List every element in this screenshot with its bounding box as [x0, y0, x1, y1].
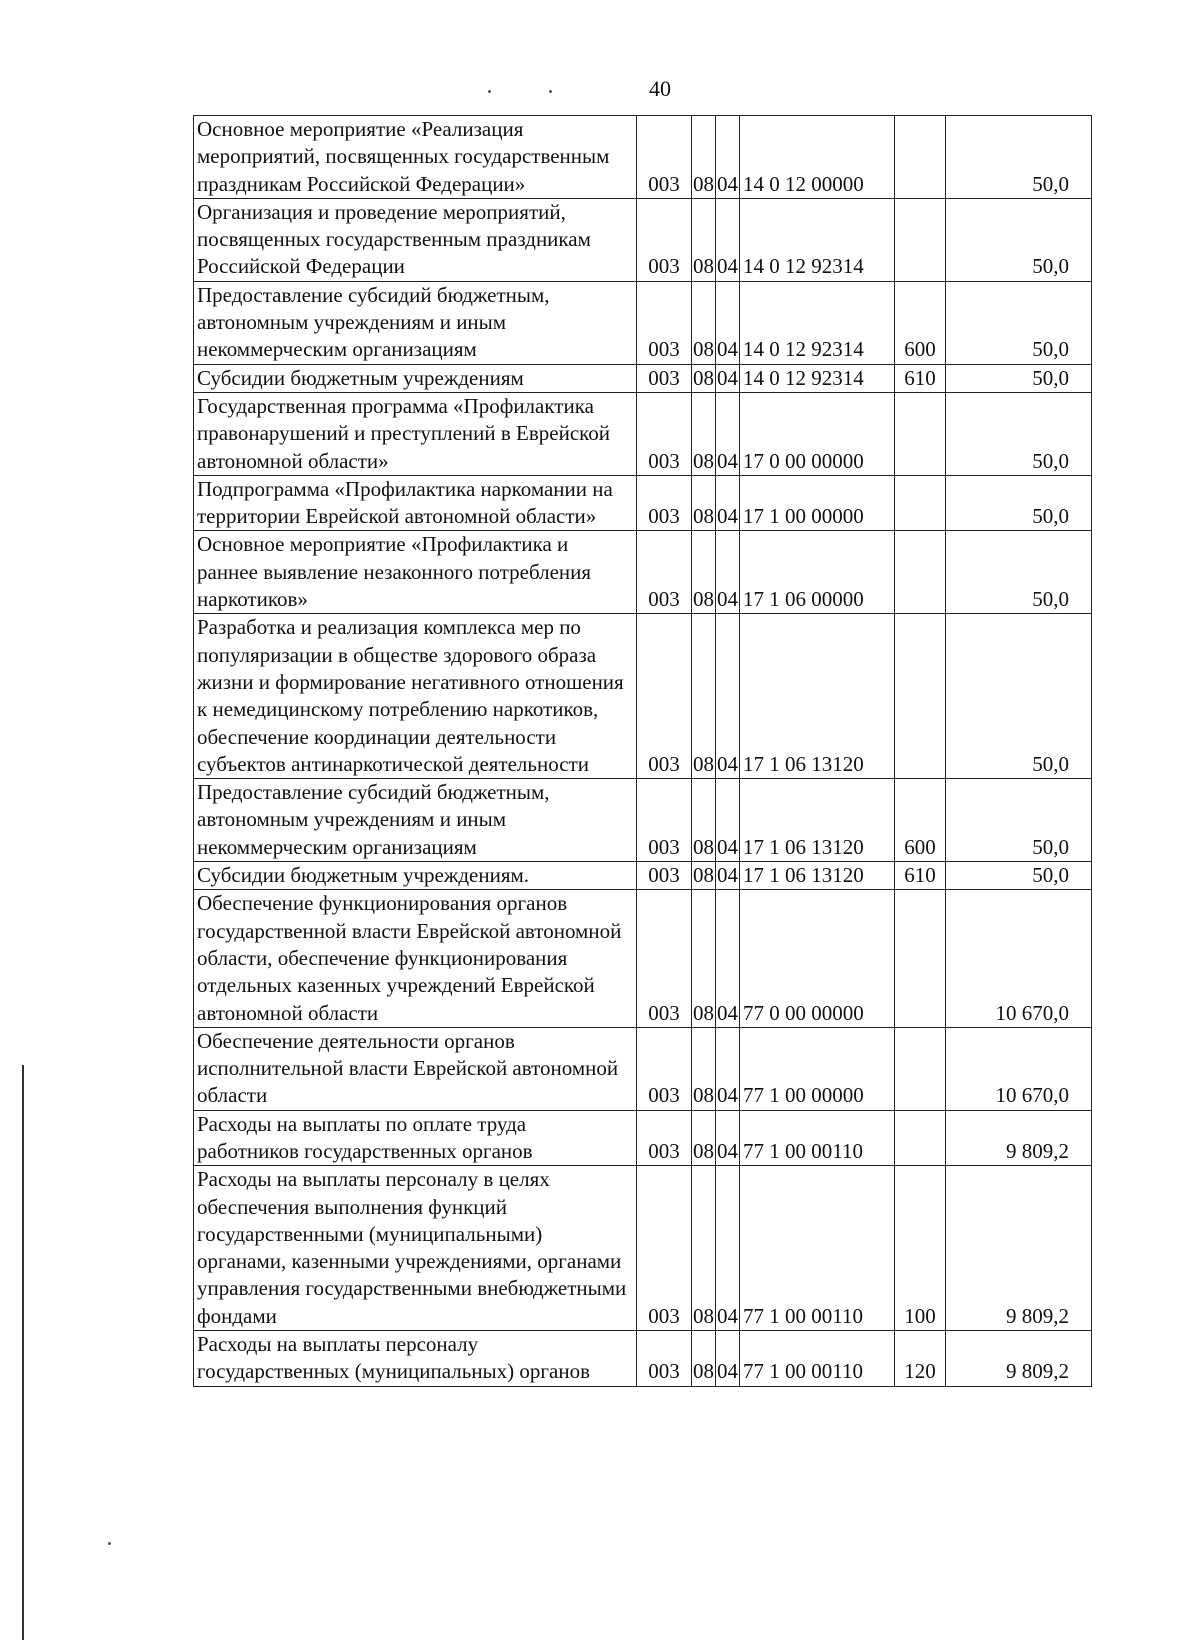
row-section-code: 08 — [692, 392, 716, 475]
table-row — [194, 890, 1092, 1027]
margin-scan-line — [22, 1065, 24, 1640]
row-program-code: 77 1 00 00000 — [740, 1027, 895, 1110]
row-amount: 9 809,2 — [946, 1166, 1092, 1331]
row-amount: 9 809,2 — [946, 1331, 1092, 1387]
row-name: Основное мероприятие «Профилактика и раннее выявление незаконного потребления наркотиков» — [194, 531, 637, 614]
row-section-code: 08 — [692, 364, 716, 392]
row-amount: 50,0 — [946, 198, 1092, 281]
row-subsection-code: 04 — [716, 364, 740, 392]
row-program-code: 17 1 00 00000 — [740, 475, 895, 531]
row-program-code: 77 1 00 00110 — [740, 1331, 895, 1387]
row-expense-type-code: 600 — [895, 281, 946, 364]
row-subsection-code: 04 — [716, 1110, 740, 1166]
row-subsection-code: 04 — [716, 531, 740, 614]
row-admin-code: 003 — [637, 531, 692, 614]
row-amount: 9 809,2 — [946, 1110, 1092, 1166]
row-section-code: 08 — [692, 1110, 716, 1166]
budget-table — [193, 115, 1092, 1387]
row-name: Расходы на выплаты персоналу в целях обеспечения выполнения функций государственными (муниципальными) органами, казенными учреждениями, органами управления государственными внебюджетными фондами — [194, 1166, 637, 1331]
row-expense-type-code: 610 — [895, 364, 946, 392]
row-program-code: 14 0 12 92314 — [740, 281, 895, 364]
row-admin-code: 003 — [637, 392, 692, 475]
row-section-code: 08 — [692, 1331, 716, 1387]
row-amount: 10 670,0 — [946, 1027, 1092, 1110]
row-program-code: 17 1 06 13120 — [740, 779, 895, 862]
row-name: Субсидии бюджетным учреждениям — [194, 364, 637, 392]
row-expense-type-code — [895, 1027, 946, 1110]
row-program-code: 17 0 00 00000 — [740, 392, 895, 475]
row-name: Подпрограмма «Профилактика наркомании на территории Еврейской автономной области» — [194, 475, 637, 531]
row-amount: 50,0 — [946, 614, 1092, 779]
row-admin-code: 003 — [637, 1166, 692, 1331]
table-row — [194, 116, 1092, 199]
scan-speck — [108, 1542, 111, 1545]
table-row — [194, 531, 1092, 614]
row-amount: 50,0 — [946, 392, 1092, 475]
row-expense-type-code — [895, 198, 946, 281]
row-name: Основное мероприятие «Реализация мероприятий, посвященных государственным праздникам Российской Федерации» — [194, 116, 637, 199]
row-name: Обеспечение функционирования органов государственной власти Еврейской автономной области, обеспечение функционирования отдельных казенных учреждений Еврейской автономной области — [194, 890, 637, 1027]
row-program-code: 17 1 06 13120 — [740, 862, 895, 890]
row-section-code: 08 — [692, 890, 716, 1027]
row-admin-code: 003 — [637, 1331, 692, 1387]
row-admin-code: 003 — [637, 364, 692, 392]
row-program-code: 77 1 00 00110 — [740, 1166, 895, 1331]
row-admin-code: 003 — [637, 475, 692, 531]
row-section-code: 08 — [692, 198, 716, 281]
table-row — [194, 475, 1092, 531]
row-name: Организация и проведение мероприятий, посвященных государственным праздникам Российской Федерации — [194, 198, 637, 281]
row-amount: 50,0 — [946, 364, 1092, 392]
row-amount: 50,0 — [946, 531, 1092, 614]
table-row — [194, 1110, 1092, 1166]
row-expense-type-code: 120 — [895, 1331, 946, 1387]
row-subsection-code: 04 — [716, 1331, 740, 1387]
row-admin-code: 003 — [637, 614, 692, 779]
row-section-code: 08 — [692, 1166, 716, 1331]
row-admin-code: 003 — [637, 281, 692, 364]
row-name: Государственная программа «Профилактика правонарушений и преступлений в Еврейской автономной области» — [194, 392, 637, 475]
row-subsection-code: 04 — [716, 475, 740, 531]
row-name: Разработка и реализация комплекса мер по популяризации в обществе здорового образа жизни и формирование негативного отношения к немедицинскому потреблению наркотиков, обеспечение координации деятельности субъектов антинаркотической деятельности — [194, 614, 637, 779]
row-expense-type-code — [895, 116, 946, 199]
row-amount: 50,0 — [946, 779, 1092, 862]
row-subsection-code: 04 — [716, 1166, 740, 1331]
row-section-code: 08 — [692, 475, 716, 531]
row-subsection-code: 04 — [716, 116, 740, 199]
row-subsection-code: 04 — [716, 890, 740, 1027]
table-row — [194, 198, 1092, 281]
row-admin-code: 003 — [637, 779, 692, 862]
row-admin-code: 003 — [637, 1027, 692, 1110]
row-expense-type-code — [895, 392, 946, 475]
row-section-code: 08 — [692, 614, 716, 779]
row-program-code: 14 0 12 00000 — [740, 116, 895, 199]
row-expense-type-code: 100 — [895, 1166, 946, 1331]
row-section-code: 08 — [692, 779, 716, 862]
scan-speck — [488, 90, 491, 93]
row-admin-code: 003 — [637, 116, 692, 199]
row-program-code: 77 0 00 00000 — [740, 890, 895, 1027]
row-program-code: 14 0 12 92314 — [740, 364, 895, 392]
row-amount: 10 670,0 — [946, 890, 1092, 1027]
row-section-code: 08 — [692, 531, 716, 614]
table-row — [194, 281, 1092, 364]
table-row — [194, 392, 1092, 475]
row-expense-type-code — [895, 614, 946, 779]
row-program-code: 17 1 06 00000 — [740, 531, 895, 614]
row-expense-type-code — [895, 890, 946, 1027]
row-admin-code: 003 — [637, 890, 692, 1027]
row-program-code: 14 0 12 92314 — [740, 198, 895, 281]
scan-speck — [549, 90, 552, 93]
row-name: Обеспечение деятельности органов исполнительной власти Еврейской автономной области — [194, 1027, 637, 1110]
row-subsection-code: 04 — [716, 392, 740, 475]
row-expense-type-code — [895, 531, 946, 614]
row-section-code: 08 — [692, 1027, 716, 1110]
row-subsection-code: 04 — [716, 1027, 740, 1110]
row-section-code: 08 — [692, 116, 716, 199]
row-subsection-code: 04 — [716, 862, 740, 890]
row-amount: 50,0 — [946, 475, 1092, 531]
table-row — [194, 1166, 1092, 1331]
row-name: Предоставление субсидий бюджетным, автономным учреждениям и иным некоммерческим организациям — [194, 779, 637, 862]
row-subsection-code: 04 — [716, 281, 740, 364]
row-name: Расходы на выплаты персоналу государственных (муниципальных) органов — [194, 1331, 637, 1387]
table-row — [194, 862, 1092, 890]
table-row — [194, 614, 1092, 779]
row-admin-code: 003 — [637, 198, 692, 281]
row-program-code: 17 1 06 13120 — [740, 614, 895, 779]
table-row — [194, 364, 1092, 392]
page-number: 40 — [649, 76, 671, 101]
table-row — [194, 779, 1092, 862]
row-program-code: 77 1 00 00110 — [740, 1110, 895, 1166]
row-name: Расходы на выплаты по оплате труда работников государственных органов — [194, 1110, 637, 1166]
row-expense-type-code: 600 — [895, 779, 946, 862]
row-subsection-code: 04 — [716, 198, 740, 281]
row-section-code: 08 — [692, 281, 716, 364]
row-admin-code: 003 — [637, 1110, 692, 1166]
row-amount: 50,0 — [946, 116, 1092, 199]
row-expense-type-code — [895, 475, 946, 531]
row-amount: 50,0 — [946, 281, 1092, 364]
row-expense-type-code — [895, 1110, 946, 1166]
row-subsection-code: 04 — [716, 779, 740, 862]
table-row — [194, 1331, 1092, 1387]
row-name: Предоставление субсидий бюджетным, автономным учреждениям и иным некоммерческим организациям — [194, 281, 637, 364]
row-expense-type-code: 610 — [895, 862, 946, 890]
row-amount: 50,0 — [946, 862, 1092, 890]
row-name: Субсидии бюджетным учреждениям. — [194, 862, 637, 890]
row-admin-code: 003 — [637, 862, 692, 890]
row-section-code: 08 — [692, 862, 716, 890]
table-row — [194, 1027, 1092, 1110]
row-subsection-code: 04 — [716, 614, 740, 779]
